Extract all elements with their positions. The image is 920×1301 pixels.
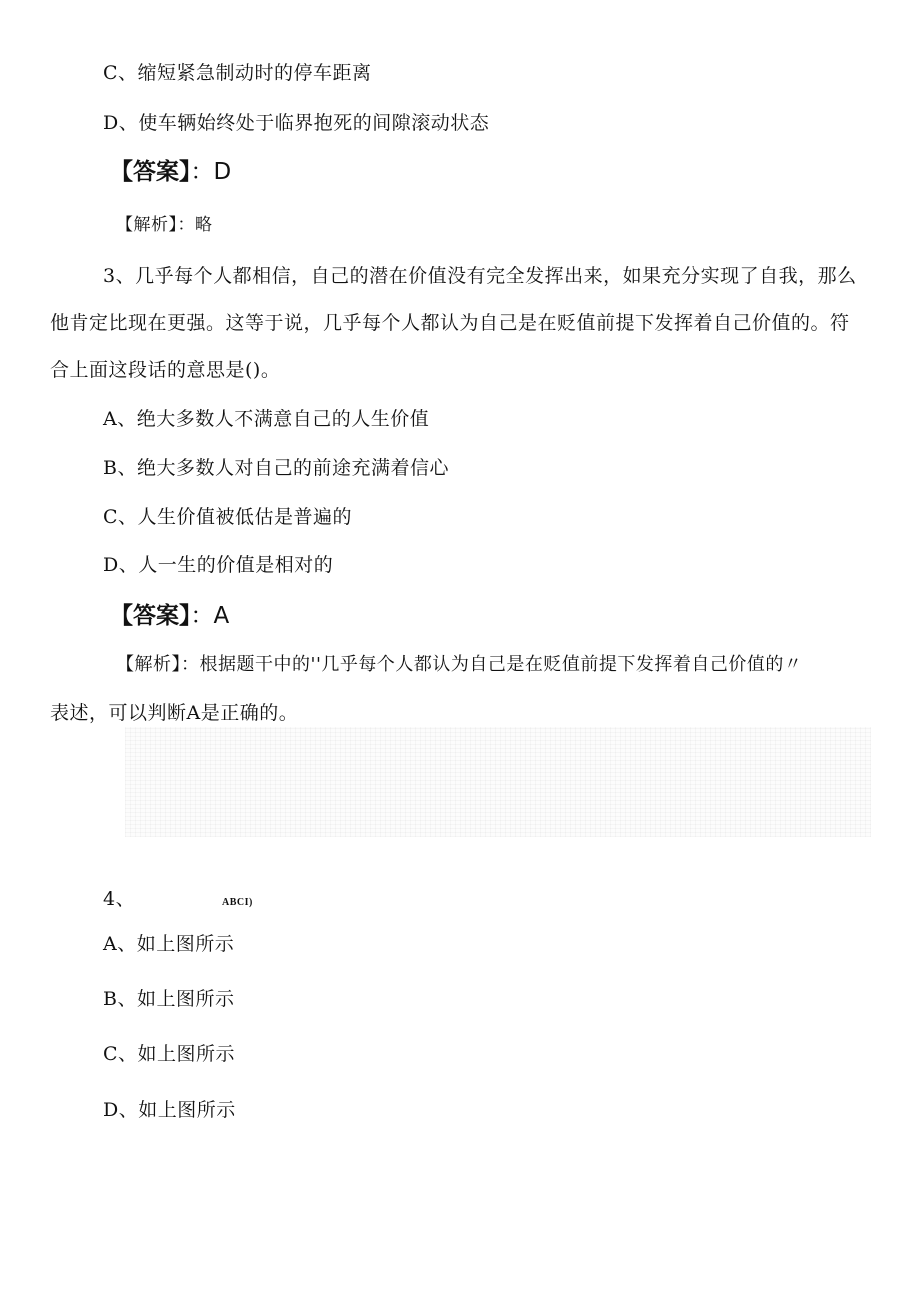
q3-stem-line-2: 他肯定比现在更强。这等于说，几乎每个人都认为自己是在贬值前提下发挥着自己价值的。符 [50,312,850,334]
answer-value: ：A [190,603,230,629]
faint-figure-image [125,727,871,837]
q4-number: 4、 [103,888,136,910]
q3-option-b: B、绝大多数人对自己的前途充满着信心 [103,457,449,479]
q4-stem-text: ABCI) [222,897,253,908]
q2-answer [110,160,231,184]
q3-analysis-line-2: 表述，可以判断A是正确的。 [50,702,299,724]
q2-analysis: 【解析】：略 [116,215,213,235]
q4-option-c: C、如上图所示 [103,1043,236,1065]
q3-answer [110,604,229,628]
q4-option-a: A、如上图所示 [103,933,235,955]
answer-label: 【答案】 [110,159,191,185]
q4-option-b: B、如上图所示 [103,988,235,1010]
q3-option-c: C、人生价值被低估是普遍的 [103,506,353,528]
q4-option-d: D、如上图所示 [103,1099,236,1121]
q2-option-c: C、缩短紧急制动时的停车距离 [103,62,372,84]
q3-analysis-line-1: 【解析】：根据题干中的''几乎每个人都认为自己是在贬值前提下发挥着自己价值的〃 [116,654,803,675]
q3-option-d: D、人一生的价值是相对的 [103,554,334,576]
q3-option-a: A、绝大多数人不满意自己的人生价值 [103,408,430,430]
answer-label: 【答案】 [110,603,191,629]
q2-option-d: D、使车辆始终处于临界抱死的间隙滚动状态 [103,112,490,134]
answer-value: ：D [190,159,232,185]
q3-stem-line-3: 合上面这段话的意思是()。 [50,359,281,381]
q3-stem-line-1: 3、几乎每个人都相信，自己的潜在价值没有完全发挥出来，如果充分实现了自我，那么 [103,265,857,287]
